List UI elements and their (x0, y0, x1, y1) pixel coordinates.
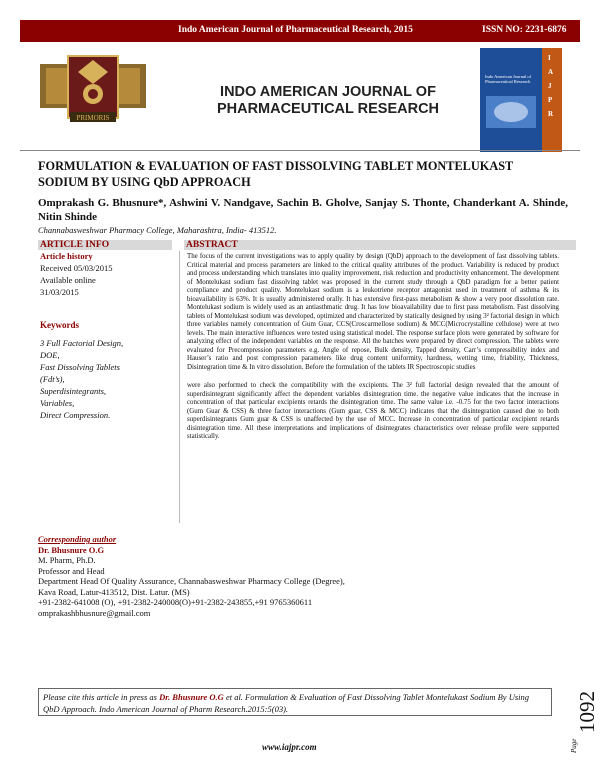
keywords-list (40, 337, 123, 421)
article-history-label: Article history (40, 251, 93, 261)
header-journal-line: Indo American Journal of Pharmaceutical Research, 2015 (178, 25, 413, 35)
author-department: Department Head Of Quality Assurance, Channabasweshwar Pharmacy College (Degree), (38, 576, 345, 586)
journal-name (196, 84, 460, 118)
keyword: Variables, (40, 398, 75, 408)
author-email[interactable]: omprakashbhusnure@gmail.com (38, 607, 151, 618)
footer-url[interactable]: www.iajpr.com (262, 742, 317, 752)
keyword: (Fdt’s), (40, 374, 65, 384)
cover-stripe: I A J P R (542, 48, 562, 152)
citation-author: Dr. Bhusnure O.G (159, 692, 224, 702)
available-online-label: Available online (40, 275, 96, 285)
article-title-line-1: FORMULATION & EVALUATION OF FAST DISSOLVING TABLET MONTELUKAST (38, 159, 514, 173)
corresponding-author-label: Corresponding author (38, 534, 117, 544)
journal-name-line-1: INDO AMERICAN JOURNAL OF (220, 84, 436, 100)
available-online-date: 31/03/2015 (40, 287, 79, 297)
corresponding-author (38, 534, 345, 618)
journal-cover-thumbnail (480, 48, 562, 152)
keyword: Fast Dissolving Tablets (40, 362, 120, 372)
divider (20, 150, 580, 151)
citation-box (38, 688, 552, 716)
affiliation: Channabasweshwar Pharmacy College, Maharashtra, India- 413512. (38, 225, 277, 235)
column-divider (179, 251, 180, 523)
article-info-heading: ARTICLE INFO (38, 240, 172, 250)
author-address: Kava Road, Latur-413512, Dist. Latur. (MS) (38, 586, 190, 597)
page-label: Page (570, 738, 578, 753)
keywords-label: Keywords (40, 320, 79, 330)
abstract-body (187, 253, 559, 442)
corresponding-author-name: Dr. Bhusnure O.G (38, 544, 105, 555)
citation-text: et al. Formulation & Evaluation of Fast Dissolving Tablet Montelukast Sodium By Using QbD Approach. Indo American Journal of Pharm Research.2015:5(03). (43, 692, 530, 714)
article-title-line-2: SODIUM BY USING QbD APPROACH (38, 175, 251, 189)
journal-header-bar (20, 20, 580, 42)
keyword: 3 Full Factorial Design, (40, 338, 124, 348)
author-phone: +91-2382-641008 (O), +91-2382-240008(O)+91-2382-243855,+91 9765360611 (38, 597, 313, 607)
keyword: DOE, (40, 350, 60, 360)
article-title (38, 158, 568, 190)
page-number (566, 685, 598, 755)
abstract-paragraph-1: The focus of the current investigations was to apply quality by design (QbD) approach to the development of fast dissolving tablets. Critical material and process parameters are linked to the critical quality attributes of the product. Variability is reduced by product and process understanding which translates into quality improvement, risk reduction and productivity enhancement. The development of Montelukast sodium fast dissolving tablet was proposed in the current study through a QbD paradigm for a better patient compliance and product quality. Montelukast sodium is a leukotriene receptor antagonist used in treatment of asthma & its bioavailability is 63%. It is usually administered orally. It has extensive first-pass metabolism & show a very poor dissolution rate. Montelukast sodium is widely used as an antiasthmatic drug. It has low bioavailability due to first pass metabolism. Fast dissolving tablets of Montelukast sodium was developed, optimized and characterized by statically designed by using 3² factorial design in which three variables namely concentration of Gum Guar, CCS(Croscarmellose sodium) & MCC(Microcrystalline cellulose) were at two levels. The main interactive influences were tested using statistical model. The response surface plots were generated by software for analyzing effect of the independent variables on the response. All the batches were prepared by direct compression. The tablets were evaluated for Precompression parameters e.g. Angle of repose, Bulk density, Tapped density, Carr’s compressibility index and Hauser’s ratio and post compression parameters like drug content uniformity, hardness, wetting time, friability, Thickness, Disintegration time & In vitro dissolution. Before the formulation of the tablets IR Spectroscopic studies (187, 253, 559, 371)
keyword: Superdisintegrants, (40, 386, 107, 396)
cover-title: Indo American Journal of Pharmaceutical Research (485, 74, 532, 84)
keyword: Direct Compression. (40, 410, 111, 420)
received-date: Received 05/03/2015 (40, 263, 113, 273)
svg-text:PRIMORIS: PRIMORIS (76, 114, 110, 122)
author-degree: M. Pharm, Ph.D. (38, 555, 96, 565)
header-issn: ISSN NO: 2231-6876 (482, 25, 567, 35)
abstract-paragraph-2: were also performed to check the compatibility with the excipients. The 3² full factorial design revealed that the amount of superdisintegrant significantly affect the dependent variables disintegration time. the negative value indicates that the increase in concentration of that particular excipients retards the disintegration time. The same value i.e. -0.75 for the two factor interactions (Gum Guar & CSS) & three factor interactions (Gum guar, CSS & MCC) indicates that the disintegration caused due to both superdisintegrants Gum guar & CSS is unaffected by the use of MCC. Increase in concentration of particular excipient retards disintegration time. All these interpretations and implications of disintegrates characteristics over release profile were supported statistically. (187, 382, 559, 440)
cover-image-molecule (494, 102, 528, 122)
author-position: Professor and Head (38, 565, 105, 576)
citation-prefix: Please cite this article in press as (43, 692, 160, 702)
publisher-logo (38, 50, 148, 130)
abstract-heading: ABSTRACT (184, 240, 576, 250)
authors: Omprakash G. Bhusnure*, Ashwini V. Nandgave, Sachin B. Gholve, Sanjay S. Thonte, Chanderkant A. Shinde, Nitin Shinde (38, 197, 568, 223)
page-number-value: 1092 (575, 691, 598, 733)
journal-name-line-2: PHARMACEUTICAL RESEARCH (216, 101, 440, 117)
